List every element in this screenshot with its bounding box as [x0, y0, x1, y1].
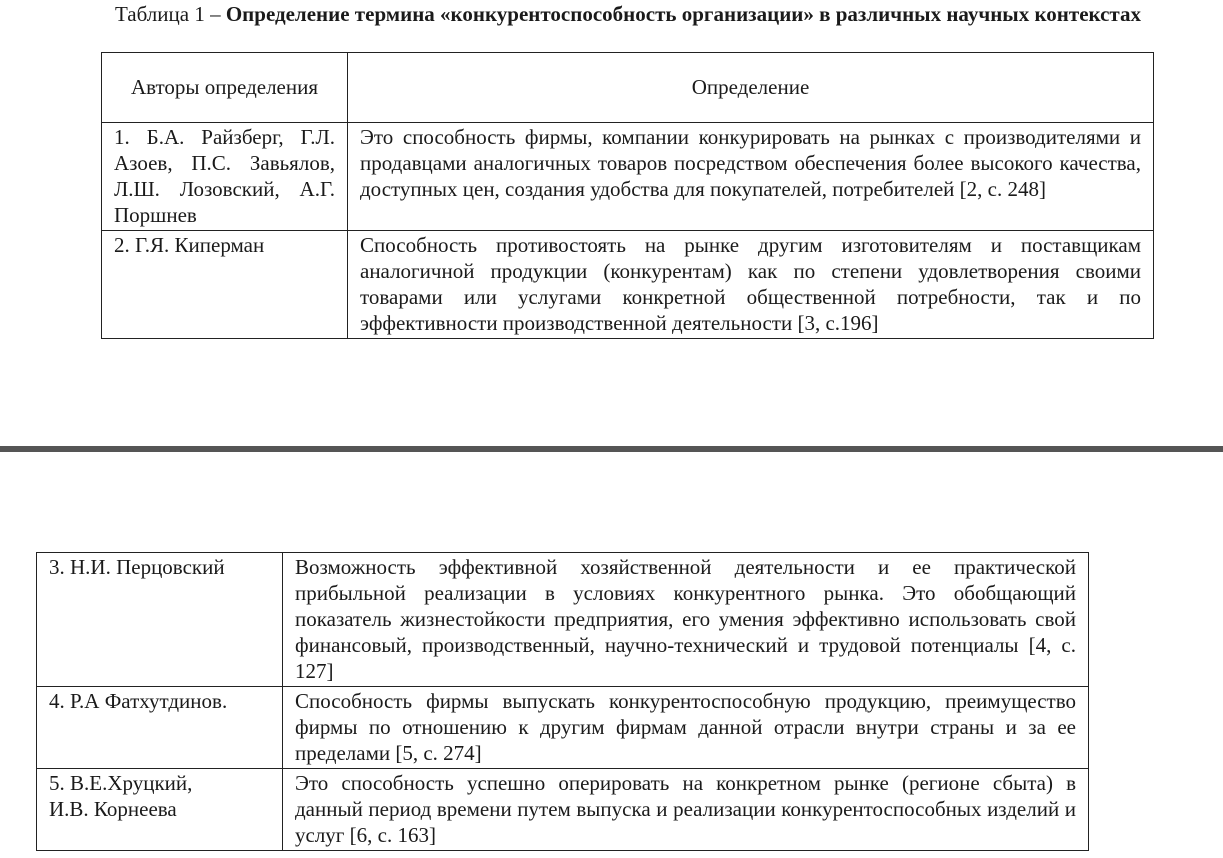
author-cell: 4. Р.А Фатхутдинов. [37, 687, 283, 769]
definition-cell: Это способность фирмы, компании конкурировать на рынках с производителями и продавцами аналогичных товаров посредством обеспечения более высокого качества, доступных цен, создания удобства для покупателей, потребителей [2, с. 248] [348, 123, 1154, 231]
table-header-row [102, 53, 1154, 123]
author-line: 5. В.Е.Хруцкий, [49, 771, 193, 795]
definitions-table-part-2 [36, 552, 1089, 851]
author-cell [37, 769, 283, 851]
table-row [37, 769, 1089, 851]
author-cell: 2. Г.Я. Киперман [102, 231, 348, 339]
table-row [102, 123, 1154, 231]
definition-cell: Возможность эффективной хозяйственной деятельности и ее практической прибыльной реализации в условиях конкурентного рынка. Это обобщающий показатель жизнестойкости предприятия, его умения эффективно использовать свой финансовый, производственный, научно-технический и трудовой потенциалы [4, с. 127] [283, 553, 1089, 687]
caption-title: Определение термина «конкурентоспособность организации» в различных научных контекстах [225, 2, 1141, 26]
definition-cell: Способность противостоять на рынке другим изготовителям и поставщикам аналогичной продукции (конкурентам) как по степени удовлетворения своими товарами или услугами конкретной общественной потребности, так и по эффективности производственной деятельности [3, с.196] [348, 231, 1154, 339]
table-caption [115, 2, 1153, 26]
page-divider [0, 446, 1223, 452]
definition-cell: Способность фирмы выпускать конкурентоспособную продукцию, преимущество фирмы по отношению к другим фирмам данной отрасли внутри страны и за ее пределами [5, с. 274] [283, 687, 1089, 769]
header-authors: Авторы определения [102, 53, 348, 123]
author-line: И.В. Корнеева [49, 797, 177, 821]
header-definition: Определение [348, 53, 1154, 123]
table-row [37, 687, 1089, 769]
table-row [37, 553, 1089, 687]
definitions-table-part-1 [101, 52, 1154, 339]
definition-cell: Это способность успешно оперировать на конкретном рынке (регионе сбыта) в данный период времени путем выпуска и реализации конкурентоспособных изделий и услуг [6, с. 163] [283, 769, 1089, 851]
table-row [102, 231, 1154, 339]
author-cell: 1. Б.А. Райзберг, Г.Л. Азоев, П.С. Завьялов, Л.Ш. Лозовский, А.Г. Поршнев [102, 123, 348, 231]
caption-prefix: Таблица 1 – [115, 2, 226, 26]
author-cell: 3. Н.И. Перцовский [37, 553, 283, 687]
